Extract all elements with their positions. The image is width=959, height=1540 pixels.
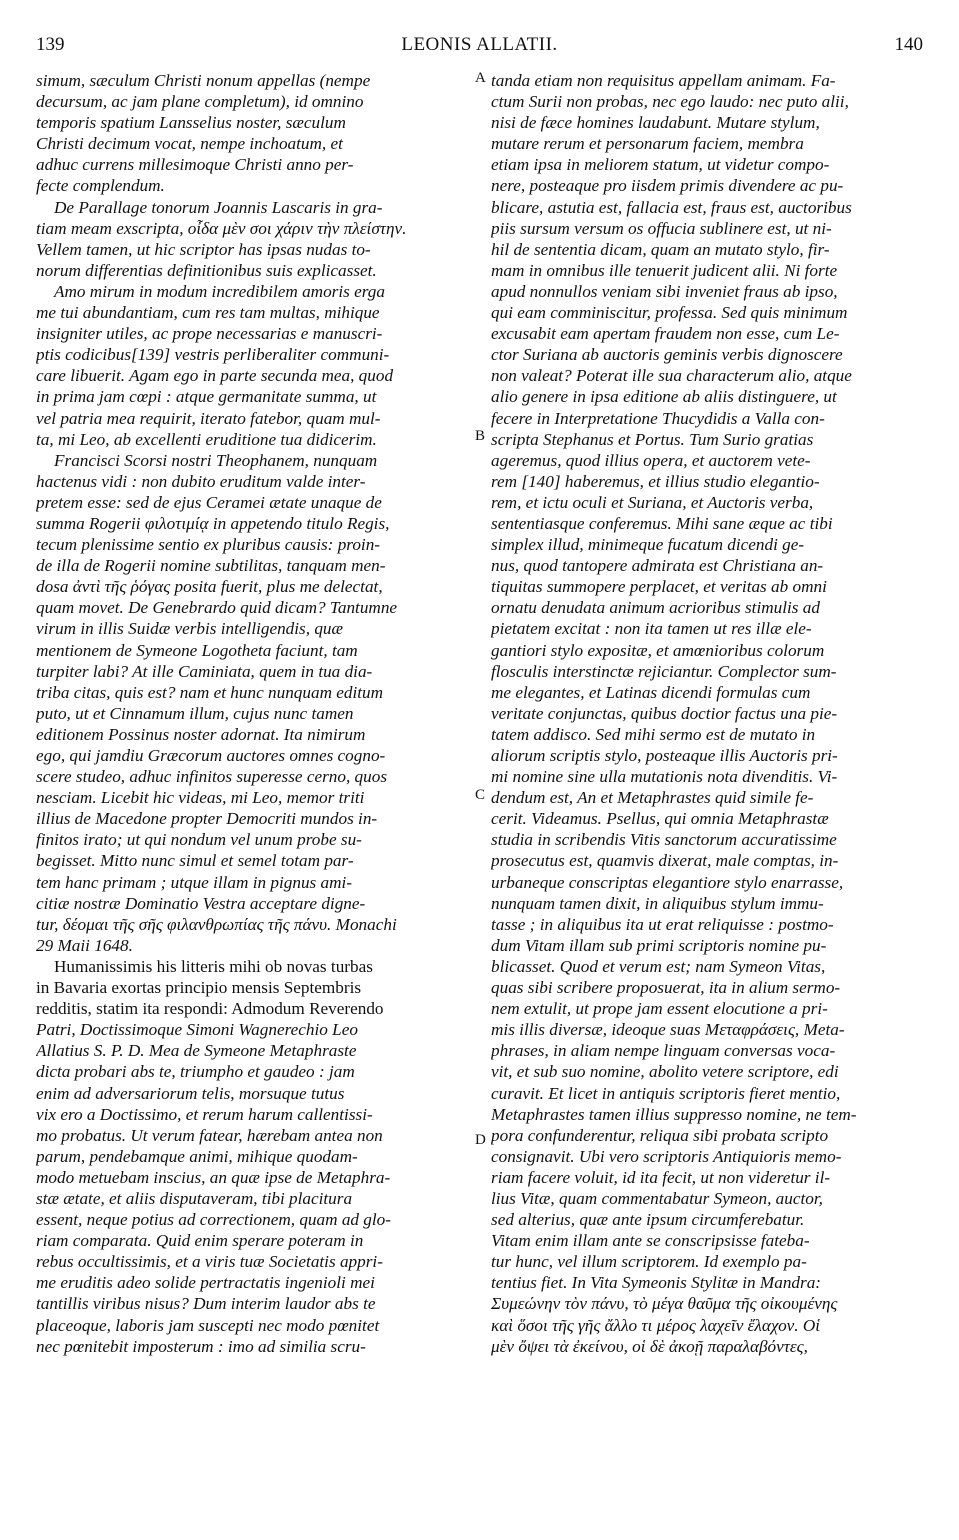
text-line: ptis codicibus[139] vestris perliberaliter communi- <box>36 345 390 365</box>
text-line: tecum plenissime sentio ex pluribus causis: proin- <box>36 535 381 555</box>
text-line: mi nomine sine ulla mutationis nota divenditis. Vi- <box>491 767 838 787</box>
text-line: nisi de fæce homines laudabunt. Mutare stylum, <box>491 113 820 133</box>
text-line: cerit. Videamus. Psellus, qui omnia Metaphrastæ <box>491 809 829 829</box>
text-line: fecte complendum. <box>36 176 165 196</box>
text-line: fecere in Interpretatione Thucydidis a Valla con- <box>491 408 825 428</box>
text-line: redditis, statim ita respondi: Admodum Reverendo <box>36 999 384 1019</box>
text-line: ctor Suriana ab auctoris geminis verbis dignoscere <box>491 345 843 365</box>
text-line: Christi decimum vocat, nempe inchoatum, et <box>36 134 343 154</box>
text-line: ornatu denudata animum acrioribus stimulis ad <box>491 598 820 618</box>
text-line: temporis spatium Lansselius noster, sæculum <box>36 113 346 133</box>
text-line: vix ero a Doctissimo, et rerum harum callentissi- <box>36 1104 373 1124</box>
text-line: Amo mirum in modum incredibilem amoris erga <box>54 281 385 301</box>
text-line: illius de Macedone propter Democriti mundos in- <box>36 809 378 829</box>
text-line: De Parallage tonorum Joannis Lascaris in gra- <box>54 197 383 217</box>
text-line: mo probatus. Ut verum fatear, hærebam antea non <box>36 1125 383 1145</box>
right-column <box>491 70 925 1357</box>
text-line: turpiter labi? At ille Caminiata, quem in tua dia- <box>36 661 373 681</box>
text-line: tur, δέομαι τῆς σῆς φιλανθρωπίας τῆς πάνυ. Monachi <box>36 914 397 934</box>
text-line: blicare, astutia est, fallacia est, fraus est, auctoribus <box>491 197 852 217</box>
text-line: Allatius S. P. D. Mea de Symeone Metaphraste <box>36 1041 357 1061</box>
page-number-right: 140 <box>894 34 923 55</box>
text-line: lius Vitæ, quam commentabatur Symeon, auctor, <box>491 1188 823 1208</box>
text-line: curavit. Et licet in antiquis scriptoris fieret mentio, <box>491 1083 841 1103</box>
text-line: pietatem excitat : non ita tamen ut res illæ ele- <box>491 619 812 639</box>
text-line: apud nonnullos veniam sibi inveniet fraus ab ipso, <box>491 281 838 301</box>
text-line: rebus occultissimis, et a viris tuæ Societatis appri- <box>36 1252 383 1272</box>
text-line: hactenus vidi : non dubito eruditum valde inter- <box>36 471 366 491</box>
text-line: veritate conjunctas, quibus doctior factus una pie- <box>491 703 838 723</box>
text-line: dosa ἀντὶ τῆς ῥόγας posita fuerit, plus me delectat, <box>36 577 383 597</box>
text-line: ctum Surii non probas, nec ego laudo: nec puto alii, <box>491 92 849 112</box>
text-line: prosecutus est, quamvis dixerat, male comptas, in- <box>491 851 839 871</box>
text-line: aliorum scriptis stylo, posteaque illis Auctoris pri- <box>491 746 838 765</box>
text-line: studia in scribendis Vitis sanctorum accuratissime <box>491 830 837 850</box>
text-line: nunquam tamen dixit, in aliquibus stylum immu- <box>491 893 824 913</box>
text-line: hil de sententia dicam, quam an mutato stylo, fir- <box>491 239 830 259</box>
text-line: scere studeo, adhuc infinitos superesse cerno, quos <box>36 767 388 787</box>
text-line: in prima jam cœpi : atque germanitate summa, ut <box>36 387 377 407</box>
text-line: essent, neque potius ad correctionem, quam ad glo- <box>36 1210 391 1230</box>
text-line: gantiori stylo expositæ, et amœnioribus colorum <box>491 640 825 660</box>
text-line: tasse ; in aliquibus ita ut erat reliquisse : postmo- <box>491 914 834 934</box>
text-line: μὲν ὄψει τὰ ἐκείνου, οἱ δὲ ἀκοῇ παραλαβόντες, <box>491 1336 808 1356</box>
text-line: de illa de Rogerii nomine subtilitas, tanquam men- <box>36 556 386 576</box>
text-line: rem [140] haberemus, et illius studio elegantio- <box>491 471 820 491</box>
text-line: me tui abundantiam, cum res tam multas, mihique <box>36 303 380 323</box>
margin-marker-c: C <box>475 787 486 803</box>
text-line: Vellem tamen, ut hic scriptor has ipsas nudas to- <box>36 239 371 259</box>
text-line: mentionem de Symeone Logotheta faciunt, tam <box>36 640 358 660</box>
text-line: enim ad adversariorum telis, morsuque tutus <box>36 1083 345 1103</box>
text-line: pretem esse: sed de ejus Ceramei ætate unaque de <box>36 492 382 512</box>
text-line: sed alterius, quæ ante ipsum circumferebatur. <box>491 1210 805 1230</box>
text-line: citiæ nostræ Dominatio Vestra acceptare digne- <box>36 893 366 913</box>
text-line: consignavit. Ubi vero scriptoris Antiquioris memo- <box>491 1146 842 1166</box>
text-line: insigniter utiles, ac prope necessarias e manuscri- <box>36 324 383 344</box>
text-line: virum in illis Suidæ verbis intelligendis, quæ <box>36 619 343 639</box>
margin-marker-b: B <box>475 428 486 444</box>
text-line: dendum est, An et Metaphrastes quid simile fe- <box>491 788 814 808</box>
text-line: ta, mi Leo, ab excellenti eruditione tua didicerim. <box>36 429 377 449</box>
text-line: editionem Possinus noster adornat. Ita nimirum <box>36 724 366 744</box>
text-line: riam comparata. Quid enim sperare poteram in <box>36 1231 364 1251</box>
text-line: 29 Maii 1648. <box>36 935 133 955</box>
text-line: finitos irato; ut qui nondum vel unum probe su- <box>36 830 362 850</box>
text-line: modo metuebam inscius, an quæ ipse de Metaphra- <box>36 1167 391 1187</box>
text-line: simum, sæculum Christi nonum appellas (nempe <box>36 71 371 90</box>
text-line: Patri, Doctissimoque Simoni Wagnerechio Leo <box>36 1020 358 1040</box>
text-line: flosculis interstinctæ rejiciantur. Complector sum- <box>491 661 837 681</box>
text-line: simplex illud, minimeque fucatum dicendi ge- <box>491 535 805 555</box>
left-column <box>36 70 476 1357</box>
text-line: in Bavaria exortas principio mensis Septembris <box>36 978 362 998</box>
text-line: ego, qui jamdiu Græcorum auctores omnes cogno- <box>36 746 386 765</box>
text-line: stæ ætate, et aliis disputaveram, tibi placitura <box>36 1188 353 1208</box>
text-line: triba citas, quis est? nam et hunc nunquam editum <box>36 682 384 702</box>
text-line: mam in omnibus ille tenuerit judicent alii. Ni forte <box>491 260 838 280</box>
text-line: vel patria mea requirit, iterato fatebor, quam mul- <box>36 408 381 428</box>
text-line: nec pœnitebit imposterum : imo ad similia scru- <box>36 1336 366 1356</box>
text-line: tiam meam exscripta, οἶδα μὲν σοι χάριν τὴν πλείστην. <box>36 218 407 238</box>
text-line: tantillis viribus nisus? Dum interim laudor abs te <box>36 1294 376 1314</box>
text-line: pora confunderentur, reliqua sibi probata scripto <box>491 1125 829 1145</box>
text-line: urbaneque conscriptas elegantiore stylo enarrasse, <box>491 872 844 892</box>
text-line: Συμεώνην τὸν πάνυ, τὸ μέγα θαῦμα τῆς οἰκουμένης <box>491 1294 838 1314</box>
text-line: etiam ipsa in meliorem statum, ut videtur compo- <box>491 155 830 175</box>
text-line: dum Vitam illam sub primi scriptoris nomine pu- <box>491 935 827 955</box>
text-line: puto, ut et Cinnamum illum, cujus nunc tamen <box>36 703 354 723</box>
text-line: tem hanc primam ; utque illam in pignus ami- <box>36 872 353 892</box>
text-line: tanda etiam non requisitus appellam animam. Fa- <box>491 71 836 90</box>
text-line: nesciam. Licebit hic videas, mi Leo, memor triti <box>36 788 365 808</box>
text-line: begisset. Mitto nunc simul et semel totam par- <box>36 851 354 871</box>
text-line: me eruditis adeo solide pertractatis ingenioli mei <box>36 1273 375 1293</box>
text-line: Humanissimis his litteris mihi ob novas turbas <box>54 956 373 976</box>
text-line: care libuerit. Agam ego in parte secunda mea, quod <box>36 366 394 386</box>
text-line: alio genere in ipsa editione ab aliis distinguere, ut <box>491 387 837 407</box>
text-line: piis sursum versum os offucia sublinere est, ut ni- <box>491 218 832 238</box>
text-line: ageremus, quod illius opera, et auctorem vete- <box>491 450 811 470</box>
text-line: phrases, in aliam nempe linguam conversas voca- <box>491 1041 836 1061</box>
text-line: Francisci Scorsi nostri Theophanem, nunquam <box>54 450 378 470</box>
running-title: LEONIS ALLATII. <box>401 34 558 55</box>
text-line: mutare rerum et personarum faciem, membra <box>491 134 804 154</box>
text-line: qui eam comminiscitur, professa. Sed quis minimum <box>491 303 848 323</box>
text-line: tur hunc, vel illum scriptorem. Id exemplo pa- <box>491 1252 807 1272</box>
text-line: scripta Stephanus et Portus. Tum Surio gratias <box>491 429 814 449</box>
margin-marker-d: D <box>475 1132 486 1148</box>
running-header <box>36 34 923 62</box>
text-line: vit, et sub suo nomine, abolito vetere scriptore, edi <box>491 1062 839 1082</box>
text-line: rem, et ictu oculi et Suriana, et Auctoris verba, <box>491 492 814 512</box>
margin-marker-a: A <box>475 70 486 86</box>
text-line: me elegantes, et Latinas dicendi formulas cum <box>491 682 811 702</box>
text-line: sententiasque conferemus. Mihi sane æque ac tibi <box>491 513 833 533</box>
text-line: placeoque, laboris jam suscepti nec modo pœnitet <box>36 1315 380 1335</box>
text-line: mis illis diversæ, ideoque suas Μεταφράσεις, Meta- <box>491 1020 845 1040</box>
text-line: quas sibi scribere proposuerat, ita in alium sermo- <box>491 978 841 998</box>
text-line: excusabit eam apertam fraudem non esse, cum Le- <box>491 324 840 344</box>
text-line: decursum, ac jam plane completum), id omnino <box>36 92 364 112</box>
text-line: blicasset. Quod et verum est; nam Symeon Vitas, <box>491 956 826 976</box>
text-line: norum differentias definitionibus suis explicasset. <box>36 260 377 280</box>
text-line: dicta probari abs te, triumpho et gaudeo : jam <box>36 1062 355 1082</box>
text-line: Metaphrastes tamen illius suppresso nomine, ne tem- <box>491 1104 857 1124</box>
text-line: Vitam enim illam ante se conscripsisse fateba- <box>491 1231 810 1251</box>
text-line: riam facere voluit, id ita fecit, ut non videretur il- <box>491 1167 831 1187</box>
text-line: tentius fiet. In Vita Symeonis Stylitæ in Mandra: <box>491 1273 822 1293</box>
page-number-left: 139 <box>36 34 65 55</box>
text-line: parum, pendebamque animi, mihique quodam- <box>36 1146 358 1166</box>
text-line: καὶ ὅσοι τῆς γῆς ἄλλο τι μέρος λαχεῖν ἔλαχον. Οἱ <box>491 1315 821 1335</box>
text-line: adhuc currens millesimoque Christi anno per- <box>36 155 354 175</box>
text-line: tiquitas summopere perplacet, et veritas ab omni <box>491 577 827 597</box>
text-line: nus, quod tantopere admirata est Christiana an- <box>491 556 824 576</box>
text-line: nere, posteaque pro iisdem primis divendere ac pu- <box>491 176 844 196</box>
text-line: nem extulit, ut prope jam essent elocutione a pri- <box>491 999 828 1019</box>
text-line: non valeat? Poterat ille sua characterum alio, atque <box>491 366 852 386</box>
text-line: tatem addisco. Sed mihi sermo est de mutato in <box>491 724 816 744</box>
text-line: summa Rogerii φιλοτιμίᾳ in appetendo titulo Regis, <box>36 513 390 533</box>
text-line: quam movet. De Genebrardo quid dicam? Tantumne <box>36 598 398 618</box>
